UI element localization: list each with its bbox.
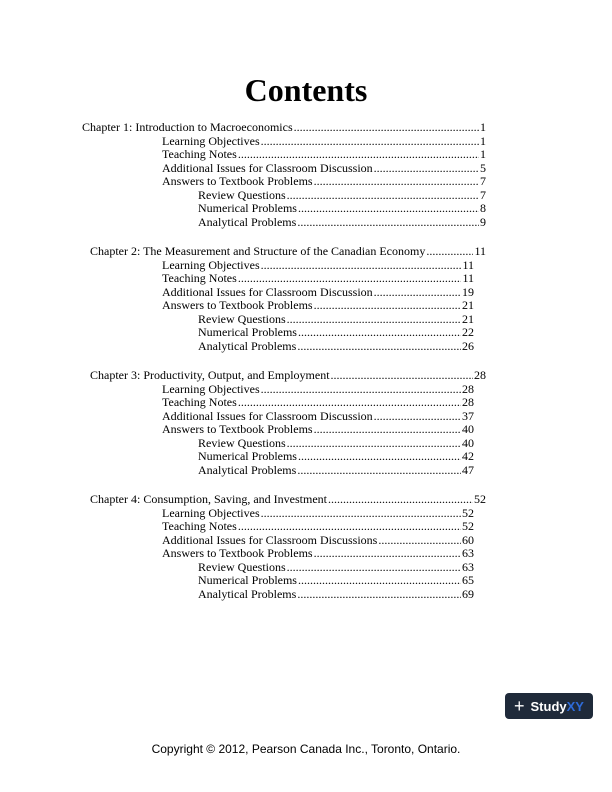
toc-label: Analytical Problems bbox=[198, 338, 297, 353]
toc-page-number: 21 bbox=[462, 311, 474, 326]
toc-subentry[interactable] bbox=[198, 340, 474, 354]
dot-leader bbox=[297, 464, 461, 478]
dot-leader bbox=[287, 189, 479, 203]
toc-label: Review Questions bbox=[198, 187, 286, 202]
toc-entry[interactable] bbox=[162, 520, 474, 534]
dot-leader bbox=[261, 507, 461, 521]
toc-entry[interactable] bbox=[162, 423, 474, 437]
toc-page-number: 28 bbox=[474, 368, 486, 382]
toc-subentry[interactable] bbox=[198, 326, 474, 340]
toc-label: Teaching Notes bbox=[162, 519, 237, 533]
toc-label: Numerical Problems bbox=[198, 573, 297, 587]
toc-subentry[interactable] bbox=[198, 574, 474, 588]
toc-label: Additional Issues for Classroom Discussion bbox=[162, 284, 373, 299]
toc-page-number: 52 bbox=[474, 492, 486, 506]
toc-page-number: 47 bbox=[462, 462, 474, 477]
toc-label: Learning Objectives bbox=[162, 381, 260, 396]
toc-label: Numerical Problems bbox=[198, 201, 297, 215]
studyxy-badge[interactable] bbox=[505, 693, 593, 719]
toc-label: Analytical Problems bbox=[198, 214, 297, 229]
toc-entry[interactable] bbox=[162, 396, 474, 410]
toc-label: Chapter 4: Consumption, Saving, and Investment bbox=[90, 492, 327, 506]
toc-page-number: 9 bbox=[480, 214, 486, 229]
toc-page-number: 1 bbox=[480, 133, 486, 148]
toc-subentry[interactable] bbox=[198, 437, 474, 451]
toc-subentry[interactable] bbox=[198, 464, 474, 478]
toc-label: Answers to Textbook Problems bbox=[162, 422, 313, 436]
dot-leader bbox=[331, 369, 473, 383]
page-title: Contents bbox=[244, 72, 368, 108]
toc-subentry[interactable] bbox=[198, 216, 486, 230]
toc-page-number: 21 bbox=[462, 298, 474, 312]
dot-leader bbox=[314, 175, 479, 189]
dot-leader bbox=[261, 383, 461, 397]
dot-leader bbox=[238, 148, 479, 162]
toc-entry[interactable] bbox=[162, 162, 486, 176]
toc-subentry[interactable] bbox=[198, 202, 486, 216]
toc-page-number: 40 bbox=[462, 435, 474, 450]
toc-page-number: 7 bbox=[480, 174, 486, 188]
table-of-contents bbox=[0, 121, 612, 617]
toc-page-number: 1 bbox=[480, 147, 486, 161]
dot-leader bbox=[298, 326, 461, 340]
dot-leader bbox=[297, 340, 461, 354]
toc-page-number: 11 bbox=[474, 244, 486, 258]
toc-label: Teaching Notes bbox=[162, 147, 237, 161]
toc-page-number: 28 bbox=[462, 395, 474, 409]
dot-leader bbox=[238, 396, 461, 410]
dot-leader bbox=[287, 437, 461, 451]
toc-page-number: 11 bbox=[462, 271, 474, 285]
toc-label: Review Questions bbox=[198, 435, 286, 450]
toc-page-number: 52 bbox=[462, 519, 474, 533]
toc-page-number: 60 bbox=[462, 532, 474, 547]
badge-brand-study: Study bbox=[530, 698, 567, 714]
dot-leader bbox=[374, 410, 461, 424]
dot-leader bbox=[297, 216, 479, 230]
toc-page-number: 42 bbox=[462, 449, 474, 463]
toc-label: Learning Objectives bbox=[162, 257, 260, 272]
toc-page-number: 40 bbox=[462, 422, 474, 436]
dot-leader bbox=[287, 313, 461, 327]
dot-leader bbox=[314, 547, 461, 561]
dot-leader bbox=[328, 493, 473, 507]
toc-subentry[interactable] bbox=[198, 313, 474, 327]
toc-page-number: 7 bbox=[480, 187, 486, 202]
dot-leader bbox=[314, 299, 461, 313]
toc-label: Review Questions bbox=[198, 311, 286, 326]
chapter-2-block bbox=[0, 245, 612, 353]
toc-label: Chapter 2: The Measurement and Structure of the Canadian Economy bbox=[90, 244, 426, 258]
dot-leader bbox=[261, 259, 462, 273]
toc-label: Learning Objectives bbox=[162, 133, 260, 148]
dot-leader bbox=[287, 561, 461, 575]
toc-entry[interactable] bbox=[162, 410, 474, 424]
toc-page-number: 28 bbox=[462, 381, 474, 396]
dot-leader bbox=[238, 272, 462, 286]
dot-leader bbox=[314, 423, 461, 437]
toc-label: Review Questions bbox=[198, 559, 286, 574]
toc-page-number: 1 bbox=[480, 120, 486, 134]
toc-label: Additional Issues for Classroom Discussion bbox=[162, 408, 373, 423]
dot-leader bbox=[378, 534, 461, 548]
toc-page-number: 69 bbox=[462, 586, 474, 601]
badge-brand bbox=[531, 699, 584, 714]
toc-entry[interactable] bbox=[162, 175, 486, 189]
toc-label: Answers to Textbook Problems bbox=[162, 298, 313, 312]
toc-label: Teaching Notes bbox=[162, 271, 237, 285]
toc-page-number: 63 bbox=[462, 546, 474, 560]
dot-leader bbox=[294, 121, 479, 135]
toc-page-number: 37 bbox=[462, 408, 474, 423]
dot-leader bbox=[426, 245, 473, 259]
toc-subentry[interactable] bbox=[198, 450, 474, 464]
dot-leader bbox=[374, 162, 479, 176]
toc-chapter-heading[interactable] bbox=[90, 369, 486, 383]
toc-page-number: 22 bbox=[462, 325, 474, 339]
toc-subentry[interactable] bbox=[198, 189, 486, 203]
toc-entry[interactable] bbox=[162, 534, 474, 548]
toc-label: Numerical Problems bbox=[198, 449, 297, 463]
toc-label: Answers to Textbook Problems bbox=[162, 174, 313, 188]
dot-leader bbox=[238, 520, 461, 534]
toc-page-number: 52 bbox=[462, 505, 474, 520]
dot-leader bbox=[298, 574, 461, 588]
toc-chapter-heading[interactable] bbox=[90, 493, 486, 507]
toc-label: Analytical Problems bbox=[198, 462, 297, 477]
toc-label: Additional Issues for Classroom Discussions bbox=[162, 532, 378, 547]
toc-page-number: 19 bbox=[462, 284, 474, 299]
dot-leader bbox=[374, 286, 461, 300]
plus-icon: + bbox=[514, 696, 525, 716]
toc-label: Analytical Problems bbox=[198, 586, 297, 601]
toc-label: Chapter 3: Productivity, Output, and Employment bbox=[90, 368, 330, 382]
toc-entry[interactable] bbox=[162, 299, 474, 313]
toc-subentry[interactable] bbox=[198, 561, 474, 575]
toc-entry[interactable] bbox=[162, 148, 486, 162]
toc-page-number: 8 bbox=[480, 201, 486, 215]
toc-entry[interactable] bbox=[162, 272, 474, 286]
toc-chapter-heading[interactable] bbox=[82, 121, 486, 135]
toc-entry[interactable] bbox=[162, 507, 474, 521]
dot-leader bbox=[298, 202, 479, 216]
toc-page-number: 26 bbox=[462, 338, 474, 353]
toc-entry[interactable] bbox=[162, 383, 474, 397]
chapter-4-block bbox=[0, 493, 612, 601]
toc-page-number: 65 bbox=[462, 573, 474, 587]
toc-page-number: 63 bbox=[462, 559, 474, 574]
dot-leader bbox=[261, 135, 479, 149]
toc-chapter-heading[interactable] bbox=[90, 245, 486, 259]
toc-page-number: 11 bbox=[462, 257, 474, 272]
badge-brand-xy: XY bbox=[566, 698, 584, 714]
toc-page-number: 5 bbox=[480, 160, 486, 175]
chapter-3-block bbox=[0, 369, 612, 477]
toc-label: Teaching Notes bbox=[162, 395, 237, 409]
toc-entry[interactable] bbox=[162, 135, 486, 149]
toc-entry[interactable] bbox=[162, 286, 474, 300]
toc-subentry[interactable] bbox=[198, 588, 474, 602]
dot-leader bbox=[298, 450, 461, 464]
toc-entry[interactable] bbox=[162, 547, 474, 561]
toc-label: Numerical Problems bbox=[198, 325, 297, 339]
toc-label: Learning Objectives bbox=[162, 505, 260, 520]
chapter-1-block bbox=[0, 121, 612, 229]
toc-label: Chapter 1: Introduction to Macroeconomics bbox=[82, 120, 293, 134]
toc-label: Additional Issues for Classroom Discussion bbox=[162, 160, 373, 175]
toc-entry[interactable] bbox=[162, 259, 474, 273]
toc-label: Answers to Textbook Problems bbox=[162, 546, 313, 560]
dot-leader bbox=[297, 588, 461, 602]
copyright-footer: Copyright © 2012, Pearson Canada Inc., Toronto, Ontario. bbox=[151, 742, 461, 756]
